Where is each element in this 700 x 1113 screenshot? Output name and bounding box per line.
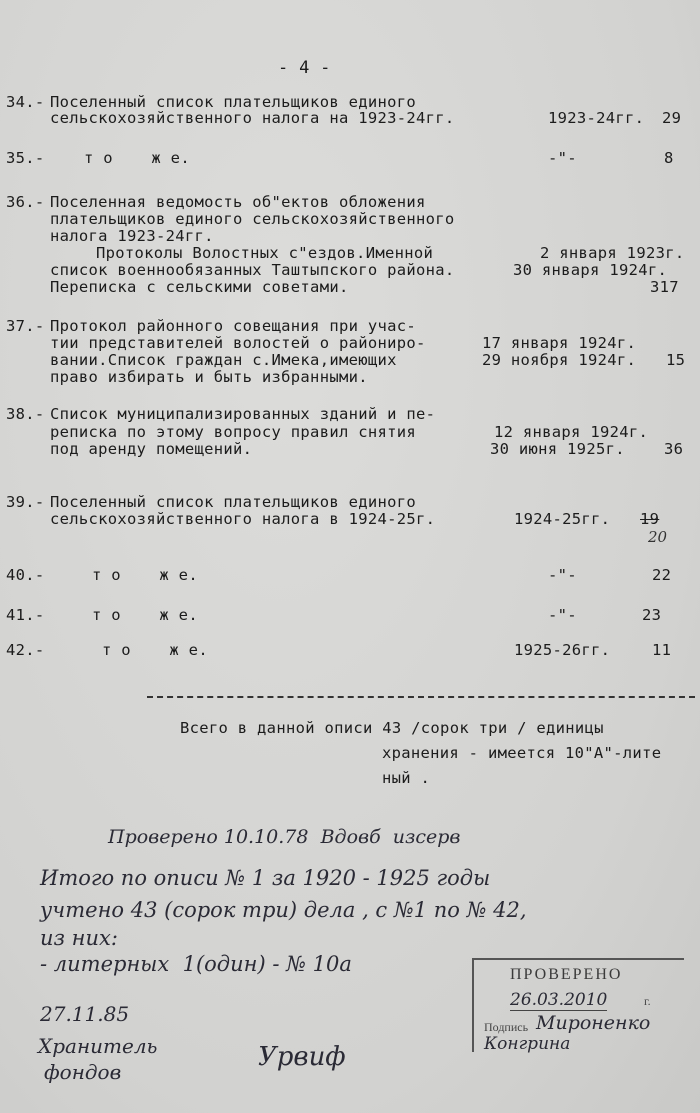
entry-title: т о ж е. [102,641,208,659]
entry-sheets: 15 [666,351,686,369]
entry-title: Протоколы Волостных с"ездов.Именной [96,244,434,262]
entry-title: плательщиков единого сельскохозяйственного [50,210,455,228]
entry-date: -"- [548,606,577,624]
handwritten-checked-note: Проверено 10.10.78 Вдовб изсерв [108,826,461,848]
entry-sheets: 29 [662,109,682,127]
summary-line: хранения - имеется 10"А"-лите [382,744,662,762]
entry-sheets: 19 [640,510,660,528]
handwritten-total-line: учтено 43 (сорок три) дела , с №1 по № 42, [40,898,527,922]
entry-title: Поселенный список плательщиков единого [50,493,417,511]
entry-title: Список муниципализированных зданий и пе- [50,405,436,423]
handwritten-total-line: из них: [40,926,118,950]
divider-line [147,696,695,698]
entry-title: под аренду помещений. [50,440,253,458]
entry-title: список военнообязанных Таштыпского района. [50,261,455,279]
entry-date: 1925-26гг. [514,641,611,659]
handwritten-keeper: фондов [44,1060,122,1084]
entry-date: -"- [548,566,577,584]
handwritten-total-line: - литерных 1(один) - № 10а [40,952,352,976]
entry-date: 17 января 1924г. [482,334,637,352]
entry-number: 39.- [6,493,45,511]
entry-title: сельскохозяйственного налога на 1923-24гг. [50,109,455,127]
stamp-signature: Конгрина [484,1034,571,1054]
entry-date: 1923-24гг. [548,109,645,127]
entry-number: 36.- [6,193,45,211]
stamp-date: 26.03.2010 [510,990,608,1010]
entry-sheets: 22 [652,566,672,584]
sheets-correction: 20 [648,528,668,546]
stamp-title: ПРОВЕРЕНО [510,966,623,983]
stamp-signature: Мироненко [536,1012,651,1034]
entry-number: 42.- [6,641,45,659]
entry-title: реписка по этому вопросу правил снятия [50,423,417,441]
entry-number: 34.- [6,93,45,111]
entry-title: Переписка с сельскими советами. [50,278,349,296]
entry-date: 30 июня 1925г. [490,440,625,458]
entry-date: 12 января 1924г. [494,423,649,441]
entry-date: -"- [548,149,577,167]
entry-number: 40.- [6,566,45,584]
entry-title: Поселенный список плательщиков единого [50,93,417,111]
entry-title: т о ж е. [92,566,198,584]
entry-title: Протокол районного совещания при учас- [50,317,417,335]
entry-sheets: 23 [642,606,662,624]
stamp-year-suffix: г. [644,994,651,1008]
verification-stamp [472,958,684,1052]
handwritten-keeper: Хранитель [38,1034,158,1058]
entry-number: 37.- [6,317,45,335]
summary-line: Всего в данной описи 43 /сорок три / единицы [180,719,604,737]
entry-title: Поселенная ведомость об"ектов обложения [50,193,426,211]
entry-date: 29 ноября 1924г. [482,351,637,369]
entry-number: 41.- [6,606,45,624]
entry-date: 30 января 1924г. [513,261,668,279]
entry-title: сельскохозяйственного налога в 1924-25г. [50,510,436,528]
page-number: - 4 - [278,58,331,78]
entry-title: т о ж е. [92,606,198,624]
entry-sheets: 36 [664,440,684,458]
entry-sheets: 11 [652,641,672,659]
summary-line: ный . [382,769,431,787]
entry-title: право избирать и быть избранными. [50,368,368,386]
entry-date: 2 января 1923г. [540,244,685,262]
entry-sheets: 317 [650,278,679,296]
stamp-signature-label: Подпись [484,1020,529,1034]
entry-title: т о ж е. [84,149,190,167]
entry-title: тии представителей волостей о райониро- [50,334,426,352]
keeper-signature: Урвиф [258,1042,346,1072]
entry-sheets: 8 [664,149,674,167]
handwritten-date: 27.11.85 [40,1002,130,1026]
entry-number: 35.- [6,149,45,167]
entry-date: 1924-25гг. [514,510,611,528]
entry-number: 38.- [6,405,45,423]
entry-title: налога 1923-24гг. [50,227,214,245]
handwritten-total-line: Итого по описи № 1 за 1920 - 1925 годы [40,866,491,890]
entry-title: вании.Список граждан с.Имека,имеющих [50,351,397,369]
